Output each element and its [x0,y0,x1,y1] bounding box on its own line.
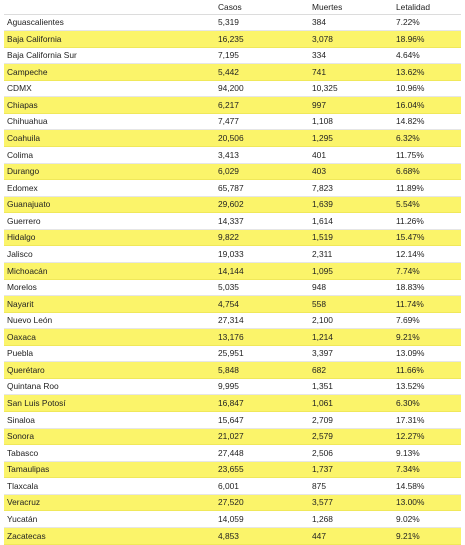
cell-letalidad: 14.58% [393,478,461,495]
cell-estado: Tlaxcala [4,478,215,495]
cell-letalidad: 18.96% [393,31,461,48]
cell-casos: 20,506 [215,130,309,147]
table-row [4,511,461,528]
cell-estado: Chihuahua [4,113,215,130]
cell-casos: 29,602 [215,196,309,213]
cell-casos: 23,655 [215,461,309,478]
cell-muertes: 447 [309,527,393,544]
table-row [4,494,461,511]
cell-casos: 5,035 [215,279,309,296]
cell-muertes: 2,579 [309,428,393,445]
cell-estado: Campeche [4,64,215,81]
cell-casos: 65,787 [215,180,309,197]
cell-estado: Colima [4,147,215,164]
cell-letalidad: 11.75% [393,147,461,164]
table-row [4,428,461,445]
cell-muertes: 741 [309,64,393,81]
cell-muertes: 3,577 [309,494,393,511]
cell-casos: 7,477 [215,113,309,130]
cell-letalidad: 9.21% [393,329,461,346]
cell-estado: Jalisco [4,246,215,263]
cell-muertes: 1,268 [309,511,393,528]
cell-casos: 27,448 [215,445,309,462]
cell-estado: Puebla [4,345,215,362]
table-row [4,130,461,147]
table-row [4,262,461,279]
table-row [4,279,461,296]
cell-casos: 94,200 [215,80,309,97]
cell-letalidad: 12.14% [393,246,461,263]
header-casos: Casos [215,0,309,14]
table-row [4,246,461,263]
cell-letalidad: 16.04% [393,97,461,114]
table-row [4,445,461,462]
cell-muertes: 334 [309,47,393,64]
cell-letalidad: 11.89% [393,180,461,197]
cell-muertes: 384 [309,14,393,31]
cell-letalidad: 17.31% [393,412,461,429]
cell-casos: 5,442 [215,64,309,81]
table-row [4,180,461,197]
cell-letalidad: 9.21% [393,527,461,544]
table-row [4,478,461,495]
cell-estado: Sinaloa [4,412,215,429]
cell-casos: 6,001 [215,478,309,495]
cell-estado: Querétaro [4,362,215,379]
table-row [4,14,461,31]
table-header [4,0,461,14]
cell-casos: 14,059 [215,511,309,528]
cell-letalidad: 18.83% [393,279,461,296]
table-row [4,97,461,114]
cell-estado: Quintana Roo [4,378,215,395]
cell-muertes: 558 [309,296,393,313]
cell-casos: 27,520 [215,494,309,511]
table-row [4,147,461,164]
cell-muertes: 3,397 [309,345,393,362]
header-row [4,0,461,14]
cell-letalidad: 7.74% [393,262,461,279]
cell-casos: 25,951 [215,345,309,362]
cell-casos: 4,754 [215,296,309,313]
cell-muertes: 682 [309,362,393,379]
cell-estado: Guerrero [4,213,215,230]
table-row [4,64,461,81]
cell-letalidad: 5.54% [393,196,461,213]
cell-estado: Michoacán [4,262,215,279]
cell-letalidad: 11.66% [393,362,461,379]
table-row [4,296,461,313]
cell-letalidad: 13.00% [393,494,461,511]
cell-estado: Nayarit [4,296,215,313]
table-row [4,329,461,346]
cell-casos: 3,413 [215,147,309,164]
cell-estado: San Luis Potosí [4,395,215,412]
cell-muertes: 997 [309,97,393,114]
cell-casos: 19,033 [215,246,309,263]
cell-muertes: 403 [309,163,393,180]
cell-letalidad: 15.47% [393,229,461,246]
cell-letalidad: 11.26% [393,213,461,230]
cell-estado: Durango [4,163,215,180]
cell-letalidad: 9.13% [393,445,461,462]
table-row [4,345,461,362]
cell-estado: Chiapas [4,97,215,114]
cell-estado: Nuevo León [4,312,215,329]
cell-casos: 6,217 [215,97,309,114]
table-row [4,163,461,180]
cell-letalidad: 6.68% [393,163,461,180]
cell-muertes: 401 [309,147,393,164]
cell-muertes: 2,506 [309,445,393,462]
cell-casos: 7,195 [215,47,309,64]
cell-muertes: 1,108 [309,113,393,130]
table-row [4,213,461,230]
cell-casos: 21,027 [215,428,309,445]
cell-casos: 14,337 [215,213,309,230]
cell-muertes: 1,214 [309,329,393,346]
table-row [4,378,461,395]
cell-letalidad: 13.62% [393,64,461,81]
cell-casos: 16,235 [215,31,309,48]
cell-letalidad: 13.09% [393,345,461,362]
cell-letalidad: 14.82% [393,113,461,130]
cell-estado: Coahuila [4,130,215,147]
table-row [4,113,461,130]
cell-muertes: 1,614 [309,213,393,230]
cell-letalidad: 12.27% [393,428,461,445]
cell-letalidad: 11.74% [393,296,461,313]
cell-muertes: 1,639 [309,196,393,213]
cell-estado: Aguascalientes [4,14,215,31]
cell-muertes: 1,351 [309,378,393,395]
table-row [4,31,461,48]
cell-letalidad: 7.34% [393,461,461,478]
cell-estado: Tabasco [4,445,215,462]
header-muertes: Muertes [309,0,393,14]
cell-letalidad: 9.02% [393,511,461,528]
cell-estado: Yucatán [4,511,215,528]
cell-casos: 14,144 [215,262,309,279]
cell-muertes: 875 [309,478,393,495]
cell-letalidad: 13.52% [393,378,461,395]
covid-state-table [4,0,461,545]
cell-estado: CDMX [4,80,215,97]
cell-casos: 13,176 [215,329,309,346]
cell-letalidad: 6.30% [393,395,461,412]
cell-letalidad: 7.69% [393,312,461,329]
cell-casos: 5,848 [215,362,309,379]
header-estado [4,0,215,14]
cell-muertes: 2,709 [309,412,393,429]
table-row [4,47,461,64]
table-row [4,196,461,213]
cell-casos: 5,319 [215,14,309,31]
cell-letalidad: 6.32% [393,130,461,147]
table-row [4,412,461,429]
cell-muertes: 1,295 [309,130,393,147]
cell-estado: Veracruz [4,494,215,511]
cell-muertes: 948 [309,279,393,296]
cell-estado: Edomex [4,180,215,197]
cell-estado: Sonora [4,428,215,445]
cell-estado: Baja California [4,31,215,48]
cell-estado: Guanajuato [4,196,215,213]
cell-casos: 9,995 [215,378,309,395]
cell-muertes: 10,325 [309,80,393,97]
cell-casos: 9,822 [215,229,309,246]
table-body [4,14,461,544]
cell-estado: Morelos [4,279,215,296]
header-letalidad: Letalidad [393,0,461,14]
cell-muertes: 1,061 [309,395,393,412]
cell-estado: Oaxaca [4,329,215,346]
table-row [4,461,461,478]
cell-casos: 27,314 [215,312,309,329]
cell-muertes: 7,823 [309,180,393,197]
cell-casos: 16,847 [215,395,309,412]
cell-estado: Zacatecas [4,527,215,544]
table-row [4,362,461,379]
table-row [4,80,461,97]
cell-letalidad: 10.96% [393,80,461,97]
cell-muertes: 3,078 [309,31,393,48]
cell-muertes: 1,095 [309,262,393,279]
cell-letalidad: 4.64% [393,47,461,64]
table-row [4,527,461,544]
cell-muertes: 1,737 [309,461,393,478]
cell-estado: Baja California Sur [4,47,215,64]
cell-estado: Tamaulipas [4,461,215,478]
cell-casos: 15,647 [215,412,309,429]
cell-muertes: 2,100 [309,312,393,329]
table-row [4,229,461,246]
cell-casos: 6,029 [215,163,309,180]
cell-estado: Hidalgo [4,229,215,246]
table-row [4,312,461,329]
cell-muertes: 2,311 [309,246,393,263]
cell-letalidad: 7.22% [393,14,461,31]
cell-casos: 4,853 [215,527,309,544]
table-row [4,395,461,412]
cell-muertes: 1,519 [309,229,393,246]
